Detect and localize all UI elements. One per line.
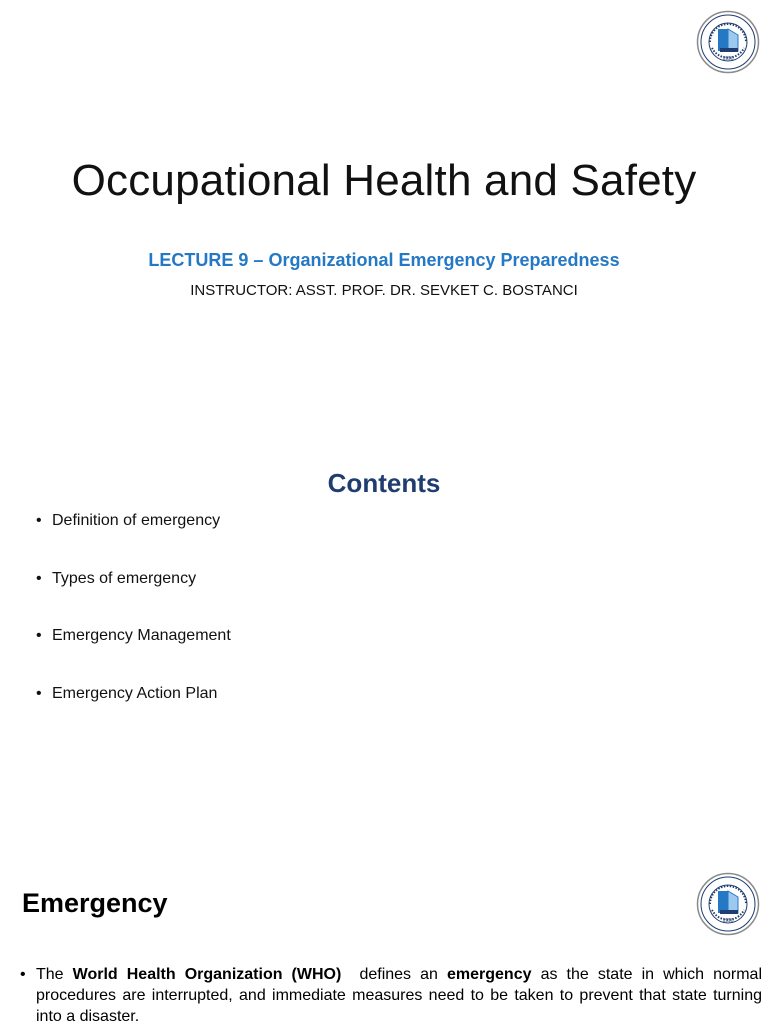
contents-slide bbox=[0, 432, 768, 864]
text-run: defines an bbox=[341, 966, 447, 983]
lecture-subtitle: LECTURE 9 – Organizational Emergency Preparedness bbox=[148, 250, 620, 270]
text-run-bold: World Health Organization (WHO) bbox=[72, 966, 342, 983]
emergency-title: Emergency bbox=[22, 888, 168, 918]
university-seal-icon bbox=[696, 10, 760, 74]
definition-paragraph bbox=[36, 964, 762, 1024]
bullet-icon: • bbox=[36, 684, 42, 702]
list-item-label: Emergency Management bbox=[52, 627, 231, 644]
emergency-slide bbox=[0, 864, 768, 1024]
list-item bbox=[36, 627, 231, 685]
text-run-bold: emergency bbox=[447, 966, 532, 983]
instructor-line: INSTRUCTOR: ASST. PROF. DR. SEVKET C. BOSTANCI bbox=[190, 282, 578, 299]
bullet-icon: • bbox=[36, 569, 42, 587]
list-item bbox=[36, 685, 231, 743]
bullet-icon: • bbox=[36, 512, 42, 529]
logo-year: 1990 bbox=[722, 918, 734, 924]
presentation-title: Occupational Health and Safety bbox=[71, 156, 697, 205]
university-seal-icon bbox=[696, 872, 760, 936]
bullet-icon: • bbox=[20, 966, 26, 983]
list-item bbox=[36, 512, 231, 570]
emergency-definition bbox=[20, 964, 762, 1024]
text-run: as the state in which normal procedures are interrupted, and immediate measures need to be taken to prevent that state turning into a disaster. bbox=[36, 966, 763, 1024]
logo-year: 1990 bbox=[722, 56, 734, 62]
contents-title: Contents bbox=[327, 468, 441, 498]
list-item-label: Emergency Action Plan bbox=[52, 684, 218, 702]
bullet-icon: • bbox=[36, 627, 42, 644]
list-item bbox=[36, 570, 231, 628]
title-slide bbox=[0, 0, 768, 432]
contents-list bbox=[36, 512, 231, 742]
list-item-label: Types of emergency bbox=[52, 569, 197, 587]
list-item-label: Definition of emergency bbox=[52, 512, 221, 529]
text-run: The bbox=[36, 966, 73, 983]
